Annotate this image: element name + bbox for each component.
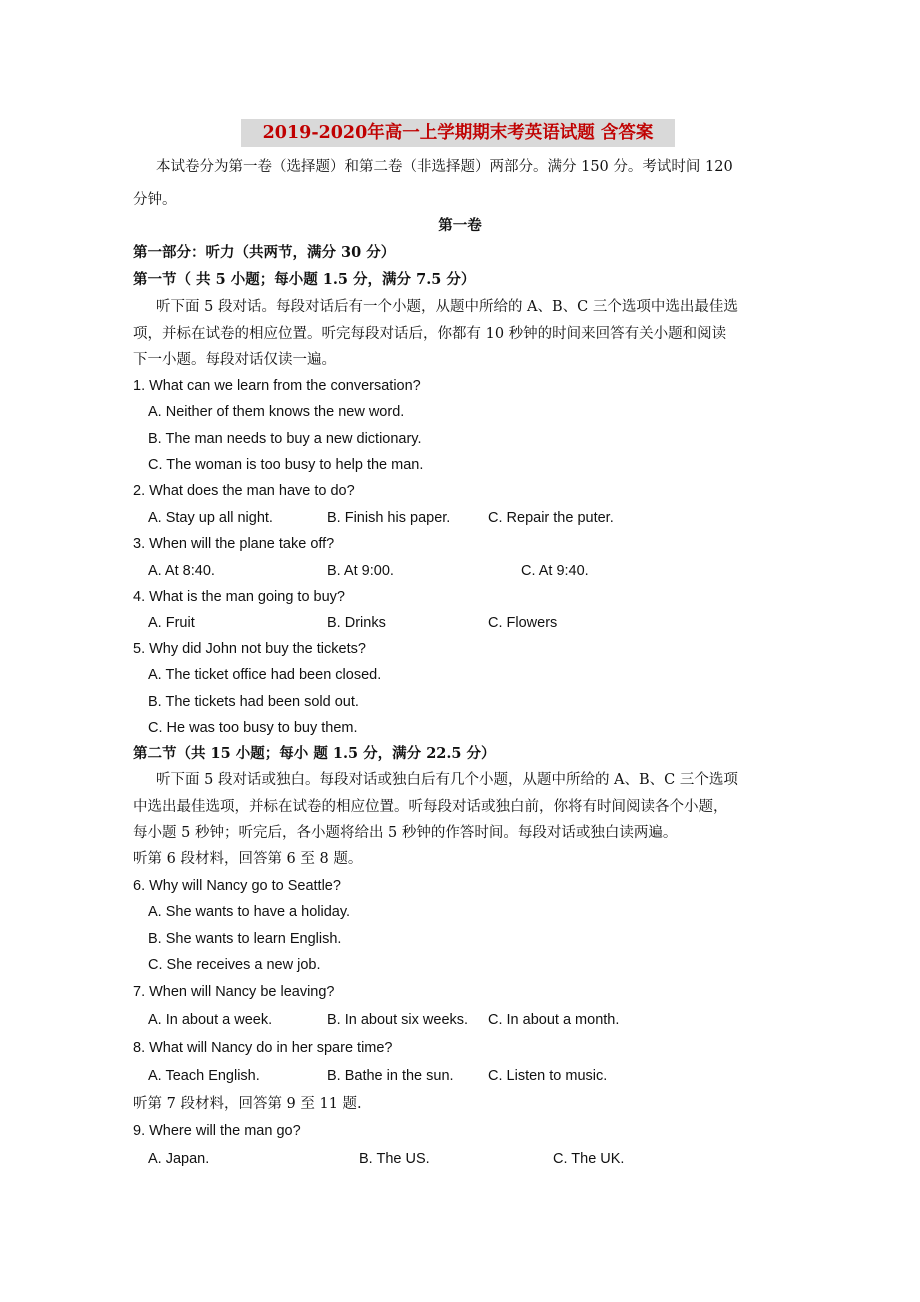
q5-option-a: A. The ticket office had been closed. xyxy=(148,667,382,683)
intro-line-1: 本试卷分为第一卷（选择题）和第二卷（非选择题）两部分。满分 150 分。考试时间 120 xyxy=(156,159,733,175)
q9-option-a: A. Japan. xyxy=(148,1151,210,1167)
q5-option-b: B. The tickets had been sold out. xyxy=(148,694,359,710)
q7-option-c: C. In about a month. xyxy=(488,1012,620,1028)
question-6: 6. Why will Nancy go to Seattle? xyxy=(133,878,341,894)
q9-option-b: B. The US. xyxy=(359,1151,430,1167)
q4-option-c: C. Flowers xyxy=(488,615,558,631)
document-title: 2019-2020年高一上学期期末考英语试题 含答案 xyxy=(241,119,675,147)
question-5: 5. Why did John not buy the tickets? xyxy=(133,641,366,657)
q1-option-c: C. The woman is too busy to help the man. xyxy=(148,457,424,473)
section1-instruction-1: 听下面 5 段对话。每段对话后有一个小题，从题中所给的 A、B、C 三个选项中选出最佳选 xyxy=(156,299,738,315)
q3-option-b: B. At 9:00. xyxy=(327,563,394,579)
question-4: 4. What is the man going to buy? xyxy=(133,589,345,605)
q3-option-a: A. At 8:40. xyxy=(148,563,215,579)
section2-instruction-1: 听下面 5 段对话或独白。每段对话或独白后有几个小题，从题中所给的 A、B、C 三个选项 xyxy=(156,772,738,788)
question-2: 2. What does the man have to do? xyxy=(133,483,355,499)
q1-option-b: B. The man needs to buy a new dictionary. xyxy=(148,431,422,447)
q5-option-c: C. He was too busy to buy them. xyxy=(148,720,358,736)
section2-instruction-3: 每小题 5 秒钟；听完后，各小题将给出 5 秒钟的作答时间。每段对话或独白读两遍。 xyxy=(133,825,678,841)
section2-heading: 第二节（共 15 小题；每小 题 1.5 分，满分 22.5 分） xyxy=(133,745,496,762)
question-8: 8. What will Nancy do in her spare time? xyxy=(133,1040,393,1056)
question-7: 7. When will Nancy be leaving? xyxy=(133,984,335,1000)
q3-option-c: C. At 9:40. xyxy=(521,563,589,579)
q2-option-b: B. Finish his paper. xyxy=(327,510,451,526)
q7-option-a: A. In about a week. xyxy=(148,1012,273,1028)
section2-instruction-2: 中选出最佳选项，并标在试卷的相应位置。听每段对话或独白前，你将有时间阅读各个小题， xyxy=(133,799,728,815)
q1-option-a: A. Neither of them knows the new word. xyxy=(148,404,405,420)
section1-instruction-3: 下一小题。每段对话仅读一遍。 xyxy=(133,352,336,368)
material-7-note: 听第 7 段材料，回答第 9 至 11 题. xyxy=(133,1096,362,1112)
q6-option-a: A. She wants to have a holiday. xyxy=(148,904,351,920)
section1-heading: 第一节（ 共 5 小题；每小题 1.5 分，满分 7.5 分） xyxy=(133,271,476,288)
material-6-note: 听第 6 段材料，回答第 6 至 8 题。 xyxy=(133,851,363,867)
intro-line-2: 分钟。 xyxy=(133,192,177,208)
q7-option-b: B. In about six weeks. xyxy=(327,1012,469,1028)
q6-option-b: B. She wants to learn English. xyxy=(148,931,342,947)
volume-heading: 第一卷 xyxy=(438,217,482,234)
q2-option-a: A. Stay up all night. xyxy=(148,510,273,526)
question-3: 3. When will the plane take off? xyxy=(133,536,335,552)
q8-option-a: A. Teach English. xyxy=(148,1068,260,1084)
q9-option-c: C. The UK. xyxy=(553,1151,625,1167)
q8-option-b: B. Bathe in the sun. xyxy=(327,1068,454,1084)
q4-option-a: A. Fruit xyxy=(148,615,195,631)
q4-option-b: B. Drinks xyxy=(327,615,386,631)
question-9: 9. Where will the man go? xyxy=(133,1123,301,1139)
section1-instruction-2: 项，并标在试卷的相应位置。听完每段对话后，你都有 10 秒钟的时间来回答有关小题和阅读 xyxy=(133,326,727,342)
question-1: 1. What can we learn from the conversation? xyxy=(133,378,421,394)
q8-option-c: C. Listen to music. xyxy=(488,1068,608,1084)
part1-heading: 第一部分：听力（共两节，满分 30 分） xyxy=(133,244,396,261)
q6-option-c: C. She receives a new job. xyxy=(148,957,321,973)
q2-option-c: C. Repair the puter. xyxy=(488,510,614,526)
